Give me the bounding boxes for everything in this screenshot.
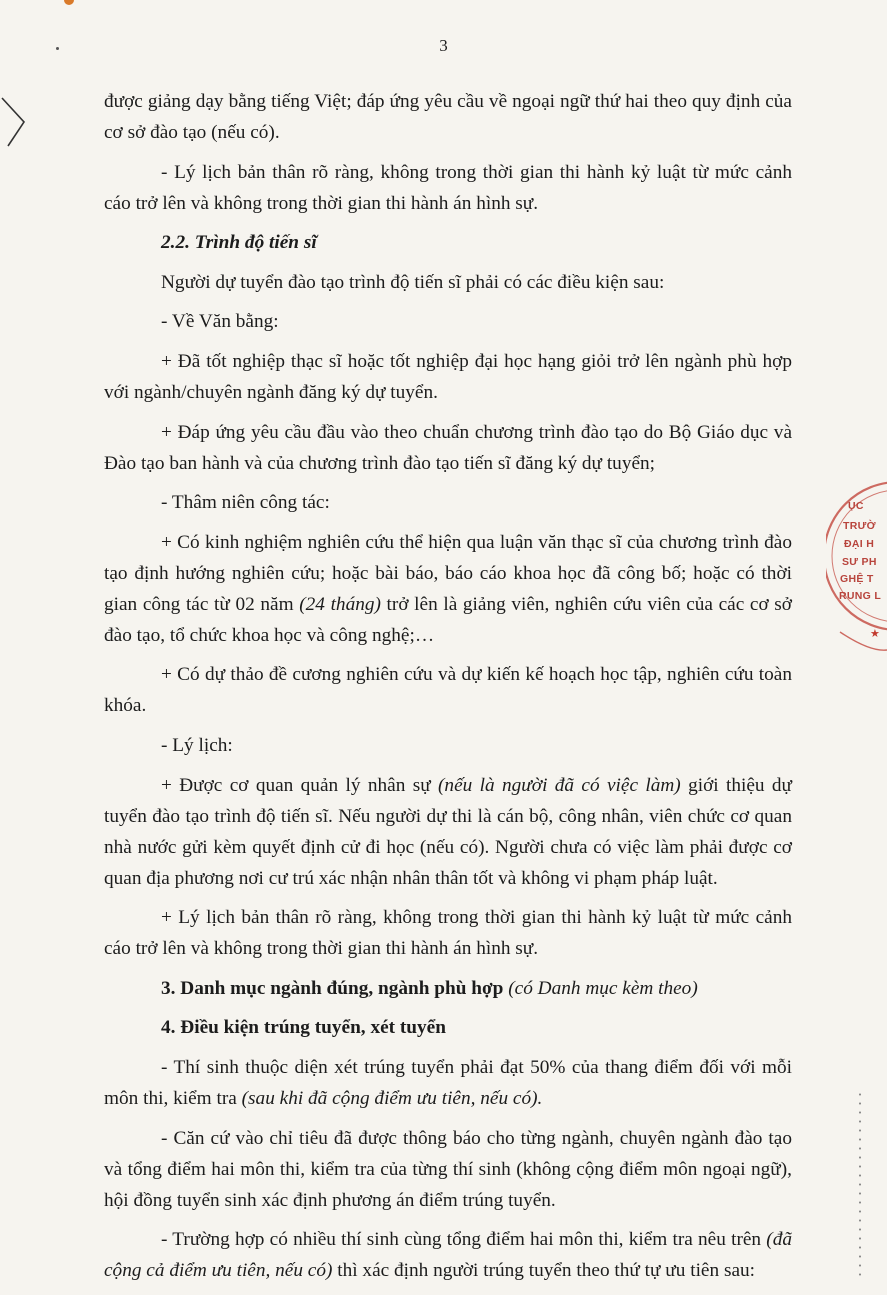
binding-bracket-icon [0, 96, 34, 156]
seal-text-line: GHỆ T [840, 573, 874, 585]
text-run: - Về Văn bằng: [161, 311, 279, 333]
paragraph [104, 527, 792, 651]
paragraph [104, 659, 792, 721]
text-run: - Thí sinh thuộc diện xét trúng tuyển phải đạt 50% của thang điểm đối với mỗi môn thi, kiểm tra [104, 1056, 792, 1109]
paragraph [104, 770, 792, 894]
text-run: + Đã tốt nghiệp thạc sĩ hoặc tốt nghiệp đại học hạng giỏi trở lên ngành phù hợp với ngành/chuyên ngành đăng ký dự tuyển. [104, 350, 792, 403]
text-run: 4. Điều kiện trúng tuyển, xét tuyển [161, 1017, 446, 1039]
text-run: giới thiệu dự tuyển đào tạo trình độ tiến sĩ. Nếu người dự thi là cán bộ, công nhân, viên chức cơ quan nhà nước gửi kèm quyết định cử đi học (nếu có). Người chưa có việc làm phải được cơ quan địa phương nơi cư trú xác nhận nhân thân tốt và không vi phạm pháp luật. [104, 774, 793, 889]
paragraph [104, 417, 792, 479]
subsection-title [104, 227, 792, 258]
paragraph [104, 1224, 792, 1286]
text-run: 2.2. Trình độ tiến sĩ [161, 232, 317, 254]
text-run: - Trường hợp có nhiều thí sinh cùng tổng điểm hai môn thi, kiểm tra nêu trên [161, 1229, 767, 1251]
emphasis-text: (sau khi đã cộng điểm ưu tiên, nếu có). [241, 1087, 543, 1109]
emphasis-text: (đã cộng cả điểm ưu tiên, nếu có) [104, 1229, 792, 1282]
seal-text-line: ỤC [848, 500, 864, 512]
text-run: 3. Danh mục ngành đúng, ngành phù hợp [161, 977, 509, 999]
text-run: + Đáp ứng yêu cầu đầu vào theo chuẩn chương trình đào tạo do Bộ Giáo dục và Đào tạo ban hành và của chương trình đào tạo tiến sĩ đăng ký dự tuyển; [104, 421, 792, 474]
paragraph [104, 730, 792, 761]
seal-text-line: TRƯỜ [843, 520, 876, 532]
paragraph [104, 86, 792, 148]
paragraph [104, 346, 792, 408]
paragraph [104, 157, 792, 219]
seal-text-line: SƯ PH [842, 556, 877, 568]
paragraph [104, 487, 792, 518]
text-run: + Lý lịch bản thân rõ ràng, không trong thời gian thi hành kỷ luật từ mức cảnh cáo trở lên và không trong thời gian thi hành án hình sự. [104, 907, 792, 960]
official-seal [826, 480, 887, 660]
text-run: - Lý lịch: [161, 734, 233, 756]
seal-text-line: ĐẠI H [844, 538, 875, 550]
section-heading [104, 973, 792, 1004]
text-run: thì xác định người trúng tuyển theo thứ tự ưu tiên sau: [332, 1260, 756, 1282]
section-heading [104, 1012, 792, 1043]
edge-perforation [858, 1090, 862, 1280]
page-number: 3 [439, 36, 448, 55]
paragraph [104, 1123, 792, 1216]
text-run: - Căn cứ vào chỉ tiêu đã được thông báo cho từng ngành, chuyên ngành đào tạo và tổng điểm hai môn thi, kiểm tra của từng thí sinh (không cộng điểm môn ngoại ngữ), hội đồng tuyển sinh xác định phương án điểm trúng tuyển. [104, 1127, 792, 1211]
paragraph [104, 1052, 792, 1114]
paragraph [104, 306, 792, 337]
text-run: + Có dự thảo đề cương nghiên cứu và dự kiến kế hoạch học tập, nghiên cứu toàn khóa. [104, 664, 792, 717]
text-run: + Được cơ quan quản lý nhân sự [161, 774, 439, 796]
margin-mark [64, 0, 74, 5]
emphasis-text: (nếu là người đã có việc làm) [438, 774, 681, 796]
emphasis-text: (có Danh mục kèm theo) [508, 977, 698, 999]
text-run: + Có kinh nghiệm nghiên cứu thể hiện qua luận văn thạc sĩ của chương trình đào tạo định hướng nghiên cứu; hoặc bài báo, báo cáo khoa học đã công bố; hoặc có thời gian công tác từ 02 năm [104, 531, 792, 615]
document-body [104, 86, 792, 1295]
text-run: - Lý lịch bản thân rõ ràng, không trong thời gian thi hành kỷ luật từ mức cảnh cáo trở lên và không trong thời gian thi hành án hình sự. [104, 161, 792, 214]
text-run: Người dự tuyển đào tạo trình độ tiến sĩ phải có các điều kiện sau: [161, 271, 665, 293]
text-run: trở lên là giảng viên, nghiên cứu viên của các cơ sở đào tạo, tổ chức khoa học và công nghệ;… [104, 593, 792, 646]
seal-text-line: RUNG L [839, 590, 882, 602]
seal-star-icon: ★ [870, 627, 880, 640]
paragraph [104, 267, 792, 298]
emphasis-text: (24 tháng) [299, 593, 381, 615]
text-run: - Thâm niên công tác: [161, 492, 330, 514]
paragraph [104, 902, 792, 964]
text-run: được giảng dạy bằng tiếng Việt; đáp ứng yêu cầu về ngoại ngữ thứ hai theo quy định của cơ sở đào tạo (nếu có). [104, 91, 792, 143]
